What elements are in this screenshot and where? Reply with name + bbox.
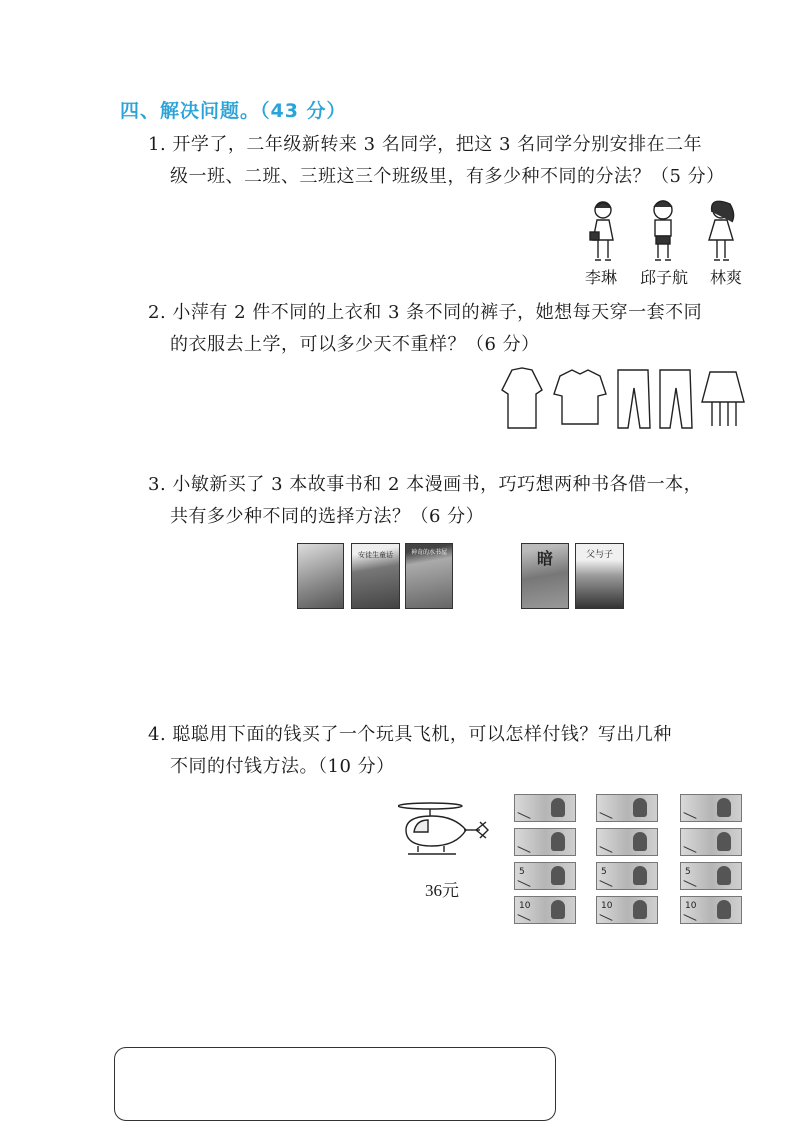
- banknote-value: 10: [685, 901, 697, 911]
- story-book-1: [297, 543, 344, 609]
- story-book-title: 神奇的水书屋: [410, 549, 447, 556]
- question-1-line1: 1. 开学了，二年级新转来 3 名同学，把这 3 名同学分别安排在二年: [148, 134, 703, 155]
- question-3-line1: 3. 小敏新买了 3 本故事书和 2 本漫画书，巧巧想两种书各借一本，: [148, 474, 703, 495]
- banknote-value: 5: [519, 867, 525, 877]
- student-name: 李琳: [585, 268, 618, 287]
- banknote: [596, 896, 658, 924]
- banknote: [680, 896, 742, 924]
- story-book-3: [405, 543, 453, 609]
- banknote-value: 10: [519, 901, 531, 911]
- coat-icon: [502, 368, 542, 428]
- comic-book-title: 暗: [536, 549, 553, 568]
- question-4-line2: 不同的付钱方法。（10 分）: [170, 756, 395, 777]
- banknote: [680, 862, 742, 890]
- story-book-2: [351, 543, 400, 609]
- question-1-line2: 级一班、二班、三班这三个班级里，有多少种不同的分法？（5 分）: [170, 166, 725, 187]
- banknote: [680, 828, 742, 856]
- toy-helicopter-icon: [398, 800, 498, 876]
- banknote: [596, 862, 658, 890]
- banknote-value: 5: [685, 867, 691, 877]
- banknote: [514, 794, 576, 822]
- banknote: [596, 794, 658, 822]
- comic-book-1: [521, 543, 569, 609]
- question-2-line1: 2. 小萍有 2 件不同的上衣和 3 条不同的裤子，她想每天穿一套不同: [148, 302, 703, 323]
- banknote: [514, 828, 576, 856]
- question-3: [148, 469, 702, 533]
- student-boy-icon: [654, 201, 672, 260]
- banknote: [680, 794, 742, 822]
- skirt-icon: [702, 372, 744, 402]
- money-grid: [510, 794, 750, 934]
- jeans-icon: [660, 370, 692, 428]
- banknote-value: 5: [601, 867, 607, 877]
- students-illustration: [585, 198, 750, 266]
- student-name: 邱子航: [640, 268, 689, 287]
- pants-icon: [618, 370, 650, 428]
- question-1: [148, 129, 725, 193]
- student-name: 林爽: [710, 268, 743, 287]
- student-girl-2-icon: [709, 201, 734, 260]
- banknote-value: 10: [601, 901, 613, 911]
- clothes-illustration: [498, 366, 748, 432]
- banknote: [514, 862, 576, 890]
- question-3-line2: 共有多少种不同的选择方法？（6 分）: [170, 506, 485, 527]
- banknote: [596, 828, 658, 856]
- comic-book-2: [575, 543, 624, 609]
- toy-price: 36元: [425, 881, 459, 900]
- question-2-line2: 的衣服去上学，可以多少天不重样？（6 分）: [170, 334, 540, 355]
- answer-box[interactable]: [114, 1047, 556, 1121]
- banknote: [514, 896, 576, 924]
- section-title: 四、解决问题。（43 分）: [120, 100, 347, 122]
- story-book-title: 安徒生童话: [358, 551, 393, 559]
- comic-book-title: 父与子: [585, 550, 613, 560]
- student-girl-icon: [590, 202, 613, 260]
- question-4: [148, 719, 672, 783]
- question-4-line1: 4. 聪聪用下面的钱买了一个玩具飞机，可以怎样付钱？写出几种: [148, 724, 672, 745]
- question-2: [148, 297, 702, 361]
- shirt-icon: [554, 370, 606, 424]
